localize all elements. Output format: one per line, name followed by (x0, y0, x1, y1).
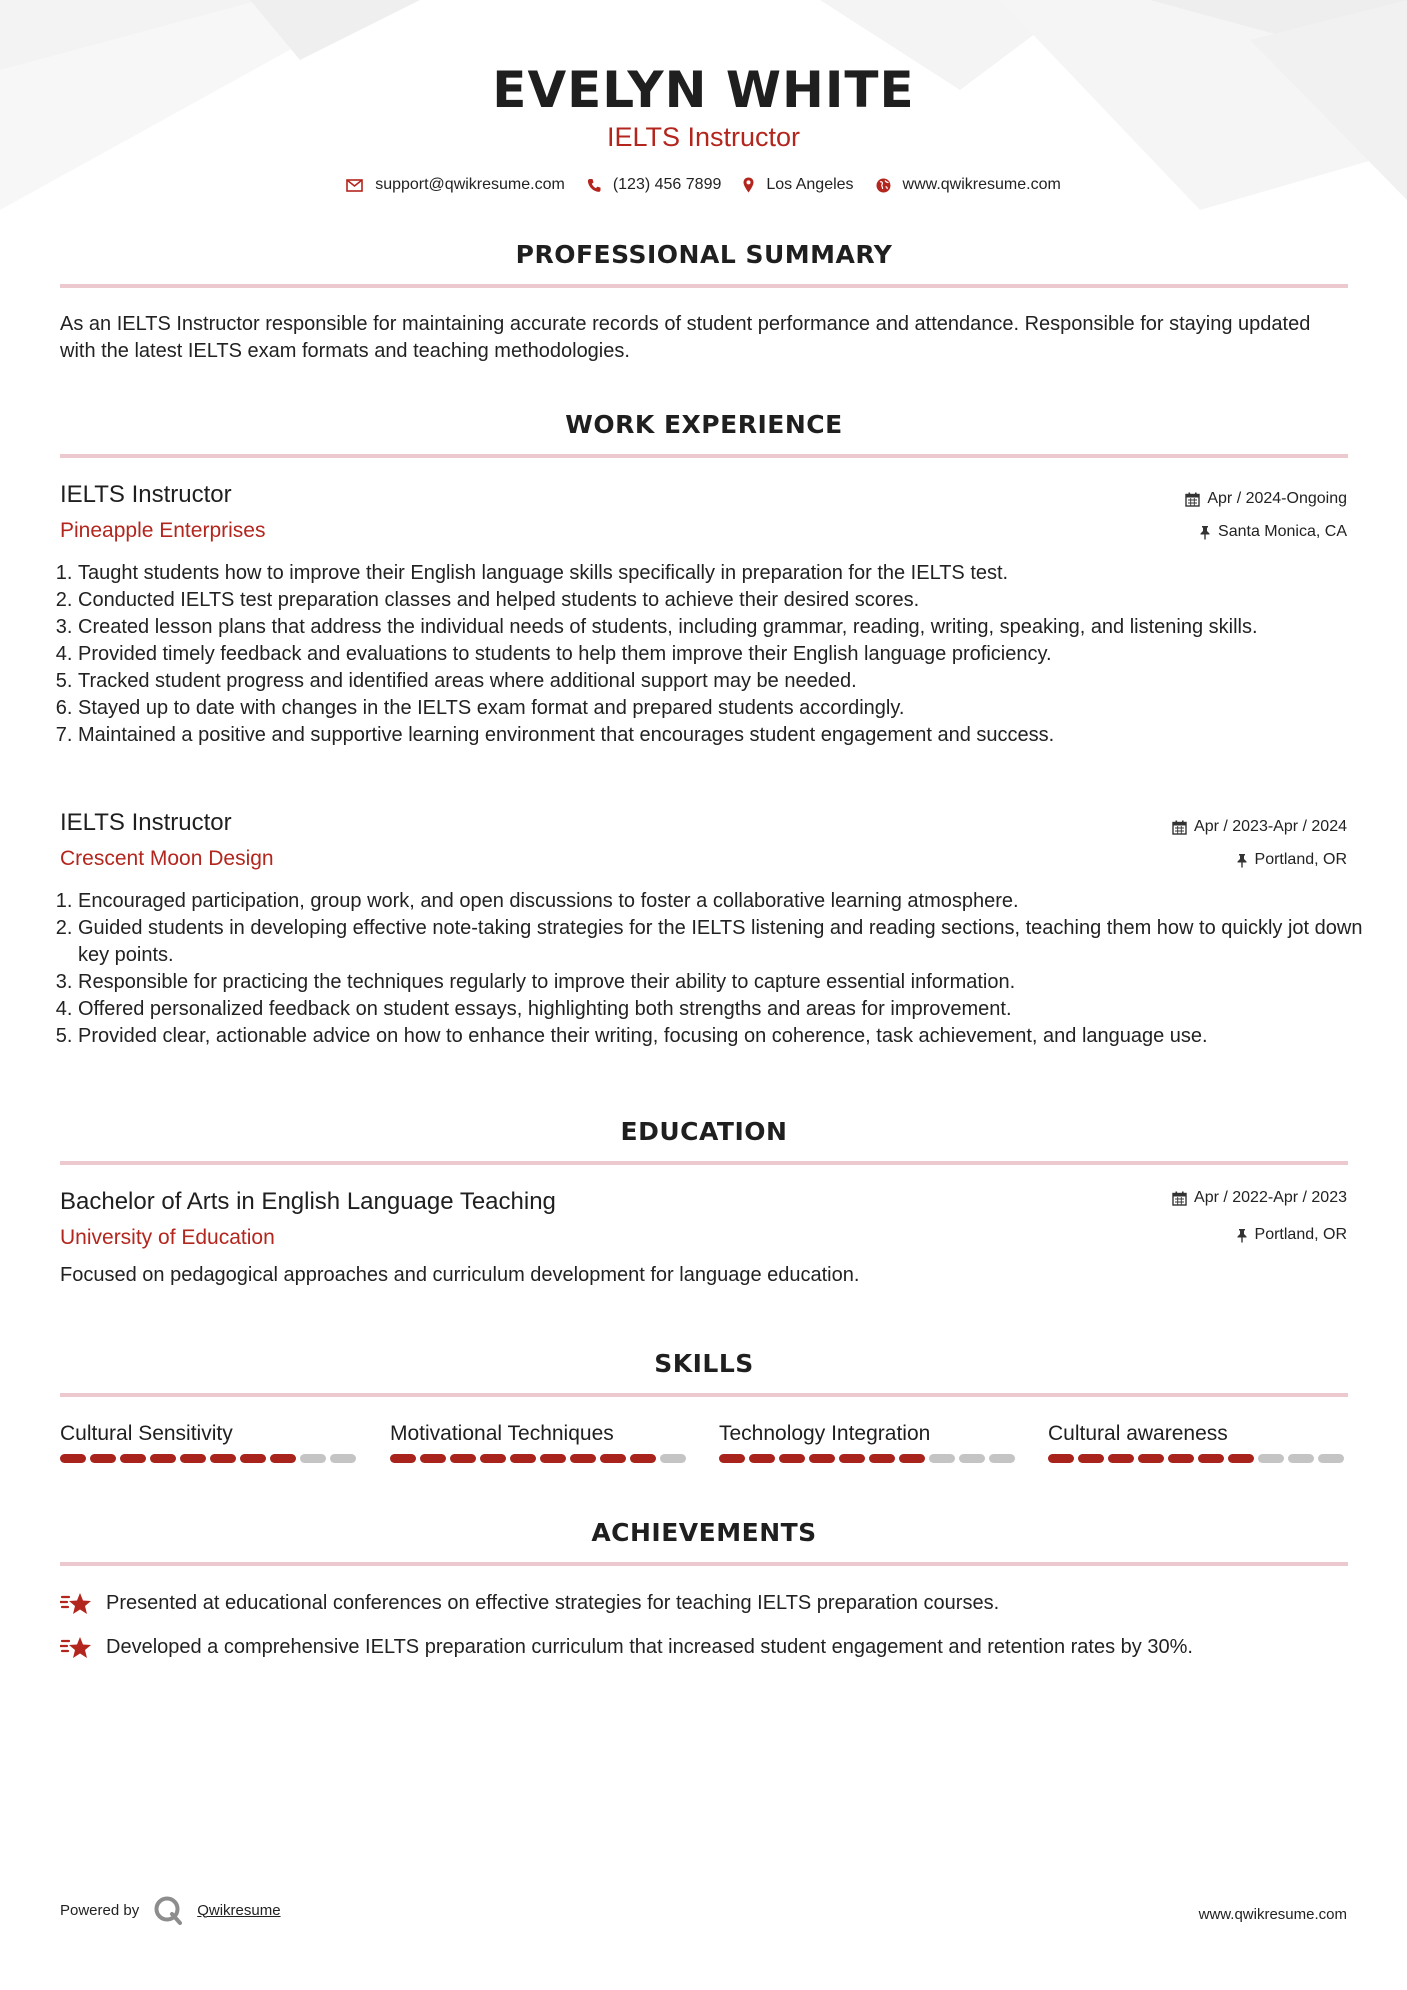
contact-bar (0, 172, 1407, 198)
experience-heading: WORK EXPERIENCE (565, 410, 843, 439)
skill-level-segment-filled (869, 1454, 895, 1463)
candidate-name: EVELYN WHITE (492, 61, 915, 119)
skill-level-segment-filled (210, 1454, 236, 1463)
skill-level-segment-filled (270, 1454, 296, 1463)
education-divider (60, 1161, 1348, 1165)
job-title: IELTS Instructor (60, 481, 232, 508)
star-icon (60, 1592, 92, 1616)
skill-level-bar (60, 1454, 360, 1463)
qwikresume-link[interactable]: Qwikresume (197, 1901, 281, 1919)
skill-level-segment-filled (839, 1454, 865, 1463)
list-item: 2. Conducted IELTS test preparation classes and helped students to achieve their desired scores. (78, 587, 1368, 614)
skill-item (390, 1420, 690, 1463)
summary-text: As an IELTS Instructor responsible for maintaining accurate records of student performance and attendance. Responsible for staying updated with the latest IELTS exam formats and teaching methodologies. (60, 313, 1311, 362)
job-date (1172, 816, 1347, 838)
skill-level-bar (719, 1454, 1019, 1463)
list-item: 3. Responsible for practicing the techniques regularly to improve their ability to capture essential information. (78, 969, 1368, 996)
calendar-icon (1185, 492, 1200, 507)
footer-website[interactable]: www.qwikresume.com (1198, 1906, 1347, 1923)
skill-level-bar (1048, 1454, 1348, 1463)
calendar-icon (1172, 820, 1187, 835)
achievement-text: Developed a comprehensive IELTS preparation curriculum that increased student engagement and retention rates by 30%. (106, 1636, 1193, 1658)
skills-heading: SKILLS (654, 1349, 754, 1378)
job-date-text: Apr / 2024-Ongoing (1207, 490, 1347, 507)
skill-name: Cultural Sensitivity (60, 1422, 233, 1445)
skill-level-segment-filled (719, 1454, 745, 1463)
list-item: 3. Created lesson plans that address the individual needs of students, including grammar, reading, writing, speaking, and listening skills. (78, 614, 1368, 641)
candidate-role: IELTS Instructor (606, 122, 801, 152)
job-company: Crescent Moon Design (60, 847, 274, 870)
powered-by-label: Powered by (60, 1901, 140, 1919)
contact-phone[interactable] (587, 176, 722, 194)
skill-level-segment-filled (60, 1454, 86, 1463)
list-item: 4. Offered personalized feedback on student essays, highlighting both strengths and areas for improvement. (78, 996, 1368, 1023)
skill-level-segment-empty (929, 1454, 955, 1463)
skill-level-segment-filled (1138, 1454, 1164, 1463)
skills-divider (60, 1393, 1348, 1397)
job-title: IELTS Instructor (60, 809, 232, 836)
job-date (1185, 488, 1347, 510)
skill-level-segment-filled (540, 1454, 566, 1463)
achievement-item (60, 1590, 999, 1617)
list-item: 2. Guided students in developing effective note-taking strategies for the IELTS listening and reading sections, teaching them how to quickly jot down key points. (78, 915, 1368, 969)
skill-level-segment-filled (390, 1454, 416, 1463)
skill-level-segment-empty (1288, 1454, 1314, 1463)
pushpin-icon (1236, 853, 1248, 868)
list-item: 1. Taught students how to improve their English language skills specifically in preparation for the IELTS test. (78, 560, 1368, 587)
contact-email[interactable] (346, 176, 565, 194)
list-item: 7. Maintained a positive and supportive learning environment that encourages student engagement and success. (78, 722, 1368, 749)
skill-level-segment-filled (1228, 1454, 1254, 1463)
skill-level-segment-filled (809, 1454, 835, 1463)
skill-item (1048, 1420, 1348, 1463)
education-description: Focused on pedagogical approaches and curriculum development for language education. (60, 1264, 860, 1286)
skill-name: Cultural awareness (1048, 1422, 1228, 1445)
contact-email-text: support@qwikresume.com (375, 176, 565, 193)
job-location (1199, 521, 1347, 543)
skill-level-segment-filled (150, 1454, 176, 1463)
job-location (1236, 849, 1347, 871)
education-school: University of Education (60, 1226, 275, 1249)
skill-level-segment-filled (1048, 1454, 1074, 1463)
job-location-text: Portland, OR (1254, 851, 1347, 868)
job-location-text: Santa Monica, CA (1218, 523, 1347, 540)
contact-location-text: Los Angeles (766, 176, 854, 193)
footer-powered-by (60, 1895, 281, 1925)
skill-level-segment-filled (120, 1454, 146, 1463)
globe-icon (876, 178, 891, 193)
skill-level-segment-empty (989, 1454, 1015, 1463)
skill-level-segment-filled (1108, 1454, 1134, 1463)
skill-level-segment-filled (180, 1454, 206, 1463)
job-bullets (60, 560, 1368, 749)
skill-level-segment-filled (450, 1454, 476, 1463)
contact-phone-text: (123) 456 7899 (612, 176, 722, 193)
achievements-divider (60, 1562, 1348, 1566)
education-degree: Bachelor of Arts in English Language Teaching (60, 1188, 556, 1215)
map-pin-icon (743, 177, 754, 193)
skill-level-segment-empty (660, 1454, 686, 1463)
education-date (1172, 1187, 1347, 1209)
summary-divider (60, 284, 1348, 288)
contact-website-text: www.qwikresume.com (902, 176, 1061, 193)
list-item: 5. Provided clear, actionable advice on how to enhance their writing, focusing on coherence, task achievement, and language use. (78, 1023, 1368, 1050)
education-date-text: Apr / 2022-Apr / 2023 (1194, 1189, 1347, 1206)
job-bullets (60, 888, 1368, 1050)
pushpin-icon (1199, 525, 1211, 540)
list-item: 4. Provided timely feedback and evaluations to students to help them improve their English language proficiency. (78, 641, 1368, 668)
skill-level-segment-empty (330, 1454, 356, 1463)
experience-divider (60, 454, 1348, 458)
skill-level-segment-filled (899, 1454, 925, 1463)
skill-level-bar (390, 1454, 690, 1463)
skill-item (60, 1420, 360, 1463)
skill-level-segment-filled (1168, 1454, 1194, 1463)
achievement-item (60, 1634, 1193, 1661)
skill-level-segment-filled (570, 1454, 596, 1463)
skill-name: Technology Integration (719, 1422, 931, 1445)
education-location (1236, 1224, 1347, 1246)
skill-level-segment-filled (1198, 1454, 1224, 1463)
skill-level-segment-filled (510, 1454, 536, 1463)
skill-level-segment-empty (1258, 1454, 1284, 1463)
summary-heading: PROFESSIONAL SUMMARY (515, 240, 893, 269)
pushpin-icon (1236, 1228, 1248, 1243)
skill-level-segment-filled (1078, 1454, 1104, 1463)
skill-level-segment-filled (600, 1454, 626, 1463)
job-company: Pineapple Enterprises (60, 519, 266, 542)
achievements-heading: ACHIEVEMENTS (591, 1518, 817, 1547)
skill-level-segment-filled (240, 1454, 266, 1463)
skill-level-segment-empty (300, 1454, 326, 1463)
skill-level-segment-filled (90, 1454, 116, 1463)
skill-level-segment-filled (749, 1454, 775, 1463)
contact-website[interactable] (876, 176, 1061, 194)
envelope-icon (346, 179, 363, 192)
phone-icon (587, 178, 601, 193)
list-item: 5. Tracked student progress and identified areas where additional support may be needed. (78, 668, 1368, 695)
skill-level-segment-filled (420, 1454, 446, 1463)
skill-name: Motivational Techniques (390, 1422, 614, 1445)
skill-level-segment-empty (1318, 1454, 1344, 1463)
job-date-text: Apr / 2023-Apr / 2024 (1194, 818, 1347, 835)
skill-level-segment-filled (480, 1454, 506, 1463)
skill-level-segment-filled (630, 1454, 656, 1463)
skill-item (719, 1420, 1019, 1463)
skill-level-segment-filled (779, 1454, 805, 1463)
qwikresume-logo-icon (153, 1895, 183, 1925)
contact-location (743, 176, 853, 194)
education-heading: EDUCATION (620, 1117, 788, 1146)
calendar-icon (1172, 1191, 1187, 1206)
list-item: 6. Stayed up to date with changes in the IELTS exam format and prepared students accordingly. (78, 695, 1368, 722)
skill-level-segment-empty (959, 1454, 985, 1463)
star-icon (60, 1636, 92, 1660)
achievement-text: Presented at educational conferences on effective strategies for teaching IELTS preparation courses. (106, 1592, 1000, 1614)
education-location-text: Portland, OR (1254, 1226, 1347, 1243)
list-item: 1. Encouraged participation, group work, and open discussions to foster a collaborative learning atmosphere. (78, 888, 1368, 915)
